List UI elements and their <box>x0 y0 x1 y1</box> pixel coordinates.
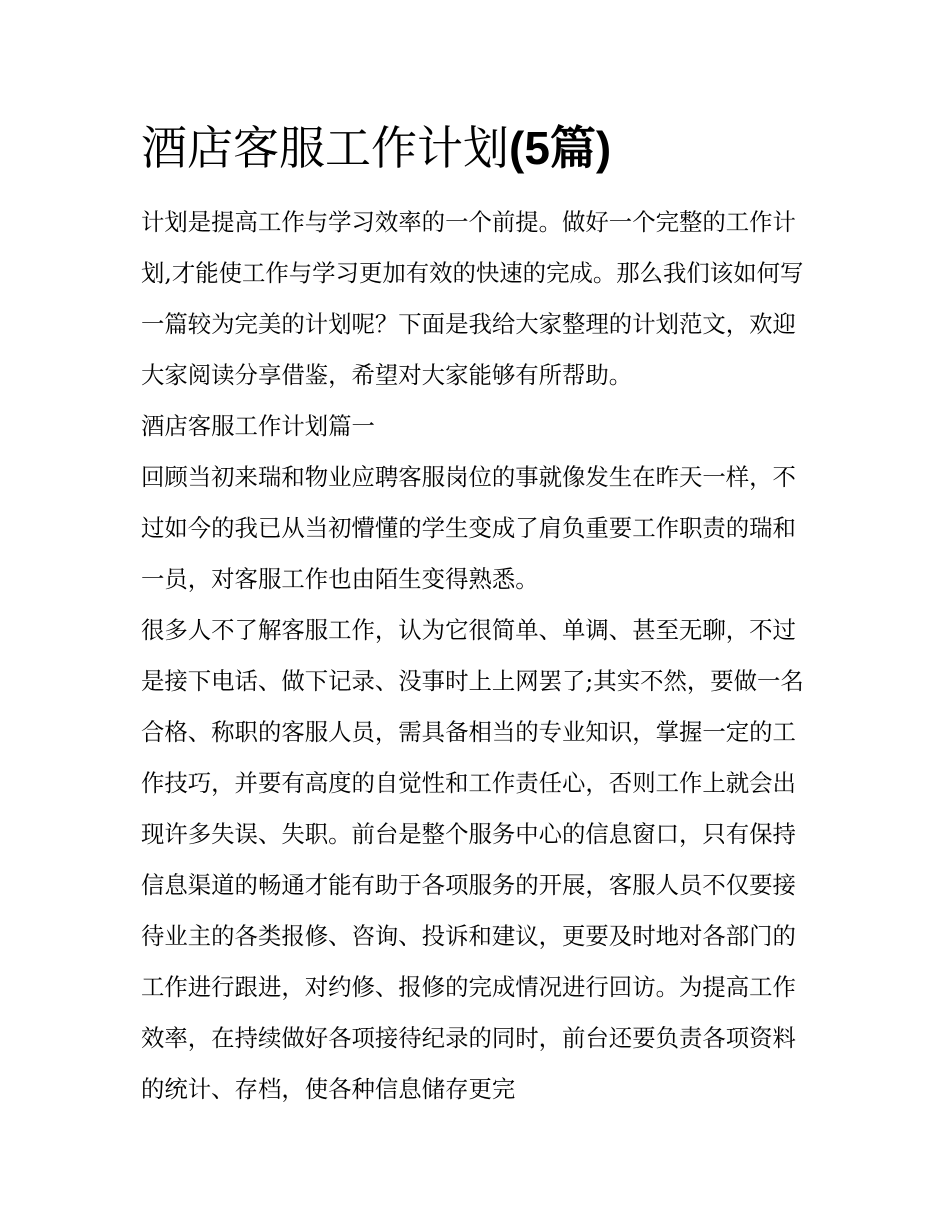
intro-paragraph: 计划是提高工作与学习效率的一个前提。做好一个完整的工作计划,才能使工作与学习更加有效的快速的完成。那么我们该如何写一篇较为完美的计划呢？下面是我给大家整理的计划范文，欢迎大家阅读分享借鉴，希望对大家能够有所帮助。 <box>141 208 804 389</box>
body-paragraph: 回顾当初来瑞和物业应聘客服岗位的事就像发生在昨天一样，不过如今的我已从当初懵懂的学生变成了肩负重要工作职责的瑞和一员，对客服工作也由陌生变得熟悉。 <box>141 463 796 593</box>
title-main: 酒店客服工作计划 <box>141 121 509 175</box>
title-suffix: (5篇) <box>509 122 612 174</box>
document-body <box>141 197 813 1115</box>
section-heading: 酒店客服工作计划篇一 <box>141 412 375 440</box>
body-paragraph: 很多人不了解客服工作，认为它很简单、单调、甚至无聊，不过是接下电话、做下记录、没事时上上网罢了;其实不然，要做一名合格、称职的客服人员，需具备相当的专业知识，掌握一定的工作技巧，并要有高度的自觉性和工作责任心，否则工作上就会出现许多失误、失职。前台是整个服务中心的信息窗口，只有保持信息渠道的畅通才能有助于各项服务的开展，客服人员不仅要接待业主的各类报修、咨询、投诉和建议，更要及时地对各部门的工作进行跟进，对约修、报修的完成情况进行回访。为提高工作效率，在持续做好各项接待纪录的同时，前台还要负责各项资料的统计、存档，使各种信息储存更完 <box>141 616 804 1103</box>
document-title <box>141 118 841 178</box>
